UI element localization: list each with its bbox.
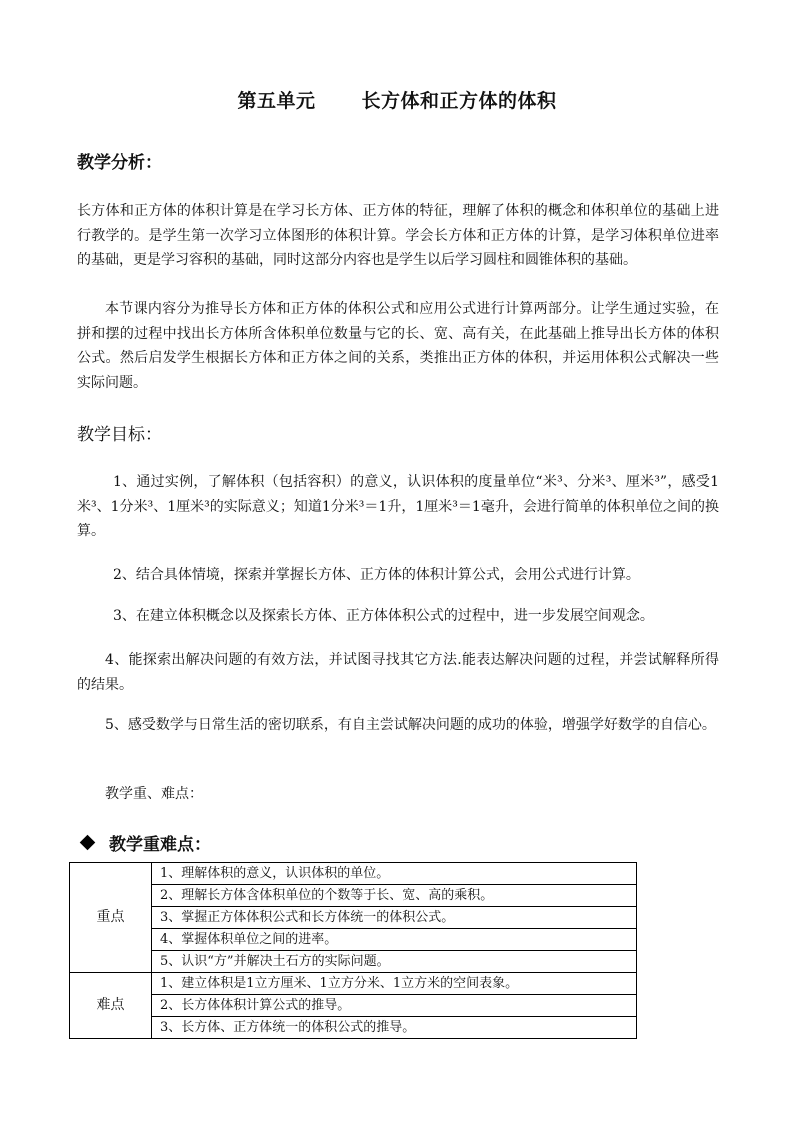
objectives-heading: 教学目标： bbox=[77, 425, 162, 445]
table-row bbox=[70, 973, 637, 995]
table-cell: 2、长方体体积计算公式的推导。 bbox=[152, 995, 637, 1017]
table-cell: 1、建立体积是1立方厘米、1立方分米、1立方米的空间表象。 bbox=[152, 973, 637, 995]
keypoints-heading-label: 教学重难点： bbox=[109, 835, 211, 855]
table-row bbox=[70, 885, 637, 907]
analysis-paragraph-1: 长方体和正方体的体积计算是在学习长方体、正方体的特征，理解了体积的概念和体积单位的基础上进行教学的。是学生第一次学习立体图形的体积计算。学会长方体和正方体的计算，是学习体积单位进率的基础，更是学习容积的基础，同时这部分内容也是学生以后学习圆柱和圆锥体积的基础。 bbox=[77, 203, 719, 268]
table-cell: 1、理解体积的意义，认识体积的单位。 bbox=[152, 863, 637, 885]
table-cell: 5、认识“方”并解决土石方的实际问题。 bbox=[152, 951, 637, 973]
analysis-paragraph-2: 本节课内容分为推导长方体和正方体的体积公式和应用公式进行计算两部分。让学生通过实验，在拼和摆的过程中找出长方体所含体积单位数量与它的长、宽、高有关，在此基础上推导出长方体的体积公式。然后启发学生根据长方体和正方体之间的关系，类推出正方体的体积，并运用体积公式解决一些实际问题。 bbox=[77, 301, 719, 391]
unit-label: 第五单元 bbox=[237, 90, 316, 112]
analysis-heading: 教学分析： bbox=[77, 153, 162, 173]
table-row bbox=[70, 907, 637, 929]
topic-label: 长方体和正方体的体积 bbox=[361, 90, 557, 112]
objective-2: 2、结合具体情境，探索并掌握长方体、正方体的体积计算公式，会用公式进行计算。 bbox=[113, 567, 640, 583]
category-cell-difficulty: 难点 bbox=[70, 973, 152, 1039]
objective-1: 1、通过实例，了解体积（包括容积）的意义，认识体积的度量单位“米³、分米³、厘米³”，感受1米³、1分米³、1厘米³的实际意义；知道1分米³＝1升，1厘米³＝1毫升，会进行简单的体积单位之间的换算。 bbox=[77, 474, 719, 539]
keypoints-subheading: 教学重、难点： bbox=[105, 786, 203, 802]
objective-5: 5、感受数学与日常生活的密切联系，有自主尝试解决问题的成功的体验，增强学好数学的自信心。 bbox=[105, 717, 716, 733]
table-row bbox=[70, 951, 637, 973]
objective-3: 3、在建立体积概念以及探索长方体、正方体体积公式的过程中，进一步发展空间观念。 bbox=[113, 608, 654, 624]
table-cell: 3、长方体、正方体统一的体积公式的推导。 bbox=[152, 1017, 637, 1039]
table-cell: 2、理解长方体含体积单位的个数等于长、宽、高的乘积。 bbox=[152, 885, 637, 907]
table-row bbox=[70, 995, 637, 1017]
document-title bbox=[0, 86, 794, 113]
table-cell: 4、掌握体积单位之间的进率。 bbox=[152, 929, 637, 951]
table-row bbox=[70, 1017, 637, 1039]
table-row bbox=[70, 863, 637, 885]
keypoints-table bbox=[69, 862, 637, 1039]
objective-4: 4、能探索出解决问题的有效方法，并试图寻找其它方法.能表达解决问题的过程，并尝试解释所得的结果。 bbox=[77, 652, 719, 693]
diamond-bullet-icon bbox=[80, 835, 96, 851]
keypoints-heading bbox=[80, 830, 211, 855]
table-cell: 3、掌握正方体体积公式和长方体统一的体积公式。 bbox=[152, 907, 637, 929]
category-cell-key: 重点 bbox=[70, 863, 152, 973]
table-row bbox=[70, 929, 637, 951]
